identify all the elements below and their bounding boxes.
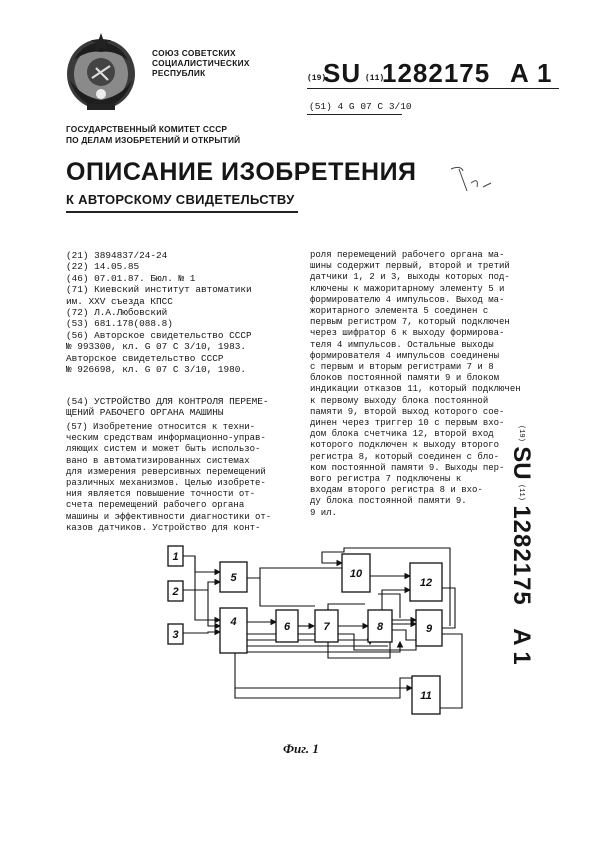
abstract-line: вого регистра 7 подключены к [310, 474, 462, 485]
biblio-line: (72) Л.А.Любовский [66, 307, 168, 319]
biblio-line: (56) Авторское свидетельство СССР [66, 329, 252, 341]
block-label: 9 [425, 623, 433, 635]
biblio-line: им. XXV съезда КПСС [66, 295, 173, 307]
biblio-line: (21) 3894837/24-24 [66, 250, 168, 261]
vertical-patent-number [508, 425, 550, 665]
block-label: 10 [349, 568, 363, 580]
abstract-line: дом блока счетчика 12, второй вход [310, 429, 494, 440]
title54-line: (54) УСТРОЙСТВО ДЛЯ КОНТРОЛЯ ПЕРЕМЕ- [66, 396, 269, 407]
abstract-line: машины и эффективности диагностики от- [66, 511, 272, 522]
abstract-left [66, 422, 271, 534]
block-label: 1 [172, 551, 179, 563]
org-line: СОЮЗ СОВЕТСКИХ [152, 48, 236, 58]
abstract-line: вано в автоматизированных системах [66, 455, 250, 466]
ussr-emblem [62, 30, 140, 115]
abstract-line: с первым и вторым регистрами 7 и 8 [310, 362, 494, 373]
patent-number: 1282175 [382, 58, 491, 88]
block-label: 2 [172, 586, 179, 598]
abstract-line: для измерения реверсивных перемещений [66, 466, 266, 477]
biblio-line: № 926698, кл. G 07 C 3/10, 1980. [66, 364, 247, 376]
ipc-code: (51) 4 [309, 101, 344, 112]
abstract-line: счета перемещений рабочего органа [66, 500, 245, 511]
biblio-line: (71) Киевский институт автоматики [66, 284, 252, 296]
abstract-line: ключены к мажоритарному элементу 5 и [310, 283, 505, 294]
abstract-line: блоков постоянной памяти 9 и блоком [310, 373, 500, 384]
abstract-line: ния является повышение точности от- [66, 489, 256, 500]
abstract-line: различных механизмов. Целью изобрете- [66, 478, 266, 489]
abstract-line: через шифратор 6 к выходу формировa- [310, 328, 505, 339]
block-label: 12 [419, 577, 433, 589]
biblio-line: Авторское свидетельство СССР [66, 352, 224, 364]
biblio-line: (22) 14.05.85 [66, 261, 140, 273]
abstract-line: первым регистром 7, который подключен [310, 317, 510, 328]
abstract-line: регистра 8, который соединен с бло- [310, 451, 500, 462]
abstract-line: ческим средствам информационно-управ- [66, 433, 266, 444]
abstract-line: памяти 9, второй выход которого сое- [310, 406, 505, 417]
abstract-line: которого подключен к выходу второго [310, 440, 500, 451]
abstract-line: ком постоянной памяти 9. Выходы пер- [310, 462, 505, 473]
abstract-line: жоритарного элемента 5 соединен с [310, 306, 489, 317]
block-label: 6 [283, 621, 291, 633]
abstract-line: формирователю 4 импульсов. Выход ма- [310, 294, 505, 305]
abstract-line: (57) Изобретение относится к техни- [66, 422, 256, 432]
kind-code-vertical: A 1 [508, 628, 535, 665]
block-4 [220, 608, 247, 653]
block-label: 5 [230, 572, 237, 584]
abstract-line: роля перемещений рабочего органа ма- [310, 250, 505, 260]
patent-number-vertical: 1282175 [508, 505, 535, 606]
abstract-line: казов датчиков. Устройство для конт- [66, 522, 261, 533]
block-label: 4 [230, 616, 237, 628]
country-code-vertical: SU [508, 446, 535, 480]
inid-19-vertical: (19) [517, 425, 525, 442]
ipc-line [309, 101, 412, 112]
abstract-line: 9 ил. [310, 507, 338, 518]
document-subtitle: К АВТОРСКОМУ СВИДЕТЕЛЬСТВУ [66, 192, 295, 207]
abstract-line: динен через триггер 10 с первым вхо- [310, 418, 505, 429]
country-code: SU [323, 58, 362, 88]
block-label: 7 [323, 621, 330, 633]
block-label: 3 [172, 629, 179, 641]
abstract-line: теля 4 импульсов. Остальные выходы [310, 339, 494, 350]
document-title: ОПИСАНИЕ ИЗОБРЕТЕНИЯ [66, 158, 417, 186]
handwritten-note [447, 163, 497, 197]
abstract-right [310, 250, 521, 519]
abstract-line: формирователя 4 импульсов соединены [310, 350, 500, 361]
abstract-line: ду блока постоянной памяти 9. [310, 496, 467, 507]
biblio-line: (46) 07.01.87. Бюл. № 1 [66, 272, 196, 284]
abstract-line: ляющих систем и может быть использо- [66, 444, 261, 455]
block-label: 8 [376, 621, 384, 633]
inid-11-vertical: (11) [517, 484, 525, 501]
abstract-line: входам второго регистра 8 и вхо- [310, 485, 483, 496]
inid-11: (11) [365, 74, 385, 83]
abstract-line: датчики 1, 2 и 3, выходы которых под- [310, 272, 510, 283]
org-line: СОЦИАЛИСТИЧЕСКИХ [152, 58, 250, 68]
committee-line: ПО ДЕЛАМ ИЗОБРЕТЕНИЙ И ОТКРЫТИЙ [66, 134, 241, 145]
kind-code: A 1 [510, 58, 553, 88]
title54-line: ЩЕНИЙ РАБОЧЕГО ОРГАНА МАШИНЫ [66, 407, 224, 419]
block-label: 11 [420, 690, 432, 702]
bibliographic-data [66, 250, 252, 375]
invention-title [66, 396, 269, 418]
biblio-line: № 993300, кл. G 07 C 3/10, 1983. [66, 341, 247, 353]
ipc-class: G 07 C 3/10 [348, 101, 412, 112]
inid-19: (19) [307, 74, 327, 83]
biblio-line: (53) 681.178(088.8) [66, 318, 173, 330]
org-line: РЕСПУБЛИК [152, 68, 206, 78]
abstract-line: к первому выходу блока постоянной [310, 395, 489, 406]
figure-caption: Фиг. 1 [283, 741, 319, 756]
block-diagram [160, 538, 470, 738]
abstract-line: шины содержит первый, второй и третий [310, 261, 510, 272]
abstract-line: индикации отказов 11, который подключен [310, 384, 521, 395]
committee-line: ГОСУДАРСТВЕННЫЙ КОМИТЕТ СССР [66, 124, 228, 134]
